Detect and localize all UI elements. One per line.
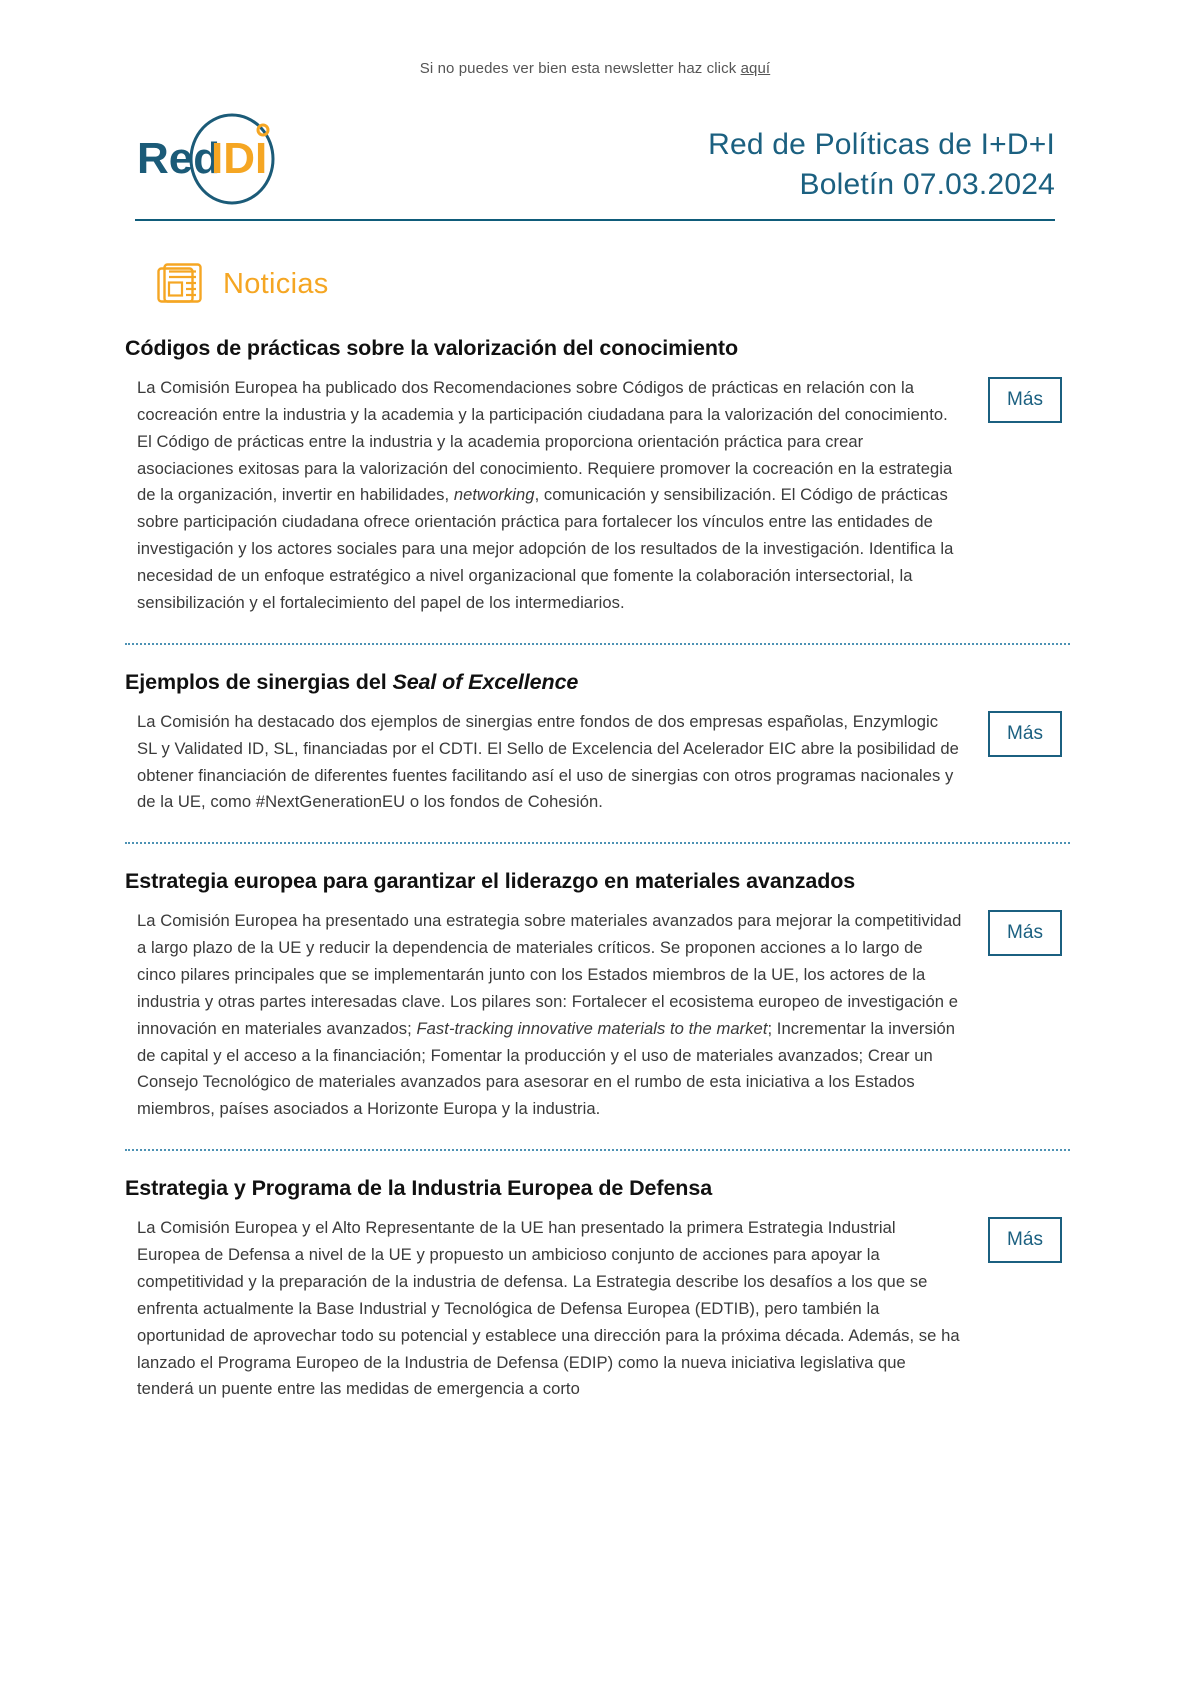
- article-body-post: , comunicación y sensibilización. El Código de prácticas sobre participación ciudadana ofrece orientación práctica para fortalecer los vínculos entre las entidades de investigación y los actores sociales para una mejor adopción de los resultados de la investigación. Identifica la necesidad de un enfoque estratégico a nivel organizacional que fomente la colaboración intersectorial, la sensibilización y el fortalecimiento del papel de los intermediarios.: [137, 485, 954, 612]
- more-button[interactable]: Más: [988, 1217, 1062, 1263]
- article-title: [120, 868, 962, 896]
- header-titles: [305, 113, 1055, 204]
- section-noticias: [135, 221, 1055, 305]
- article-title-text: Estrategia y Programa de la Industria Europea de Defensa: [125, 1176, 713, 1201]
- section-title: Noticias: [223, 267, 329, 300]
- svg-text:Red: Red: [137, 134, 221, 183]
- article-item: [120, 868, 1070, 1123]
- article-body-post: ; Incrementar la inversión de capital y el acceso a la financiación; Fomentar la producción y el uso de materiales avanzados; Crear un Consejo Tecnológico de materiales avanzados para asesorar en el rumbo de esta iniciativa a los Estados miembros, países asociados a Horizonte Europa y la industria.: [137, 1018, 956, 1119]
- article-title: [120, 335, 962, 363]
- preheader-text: Si no puedes ver bien esta newsletter haz click: [419, 60, 741, 77]
- article-body: [120, 709, 962, 817]
- article-body-pre: La Comisión Europea ha presentado una estrategia sobre materiales avanzados para mejorar la competitividad a largo plazo de la UE y reducir la dependencia de materiales críticos. Se proponen acciones a lo largo de cinco pilares principales que se implementarán junto con los Estados miembros de la UE, los actores de la industria y otras partes interesadas clave. Los pilares son: Fortalecer el ecosistema europeo de investigación e innovación en materiales avanzados;: [137, 911, 962, 1038]
- more-button[interactable]: Más: [988, 377, 1062, 423]
- article-title-text: Estrategia europea para garantizar el liderazgo en materiales avanzados: [125, 869, 856, 894]
- articles-list: [120, 305, 1070, 1403]
- bulletin-date: Boletín 07.03.2024: [799, 167, 1055, 201]
- article-body-italic: Fast-tracking innovative materials to the market: [416, 1018, 768, 1038]
- article-title-italic: Seal of Excellence: [392, 669, 579, 694]
- article-body-italic: networking: [453, 485, 535, 505]
- article-body-pre: La Comisión Europea ha publicado dos Recomendaciones sobre Códigos de prácticas en relación con la cocreación entre la industria y la academia y la participación ciudadana para la valorización del conocimiento. El Código de prácticas entre la industria y la academia proporciona orientación práctica para crear asociaciones exitosas para la valorización del conocimiento. Requiere promover la cocreación en la estrategia de la organización, invertir en habilidades,: [137, 377, 953, 505]
- article-title-text: Códigos de prácticas sobre la valorización del conocimiento: [125, 336, 738, 360]
- svg-text:IDI: IDI: [211, 134, 268, 183]
- newsletter-header: [135, 77, 1055, 205]
- article-title-text: Ejemplos de sinergias del: [125, 669, 393, 694]
- article-separator: [125, 1149, 1070, 1151]
- article-item: [120, 669, 1070, 816]
- article-separator: [125, 643, 1070, 645]
- article-body: [120, 375, 962, 617]
- view-online-link[interactable]: aquí: [740, 60, 771, 77]
- article-body-pre: La Comisión ha destacado dos ejemplos de sinergias entre fondos de dos empresas españolas, Enzymlogic SL y Validated ID, SL, financiadas por el CDTI. El Sello de Excelencia del Acelerador EIC abre la posibilidad de obtener financiación de diferentes fuentes facilitando así el uso de sinergias con otros programas nacionales y de la UE, como #NextGenerationEU o los fondos de Cohesión.: [137, 711, 959, 812]
- article-separator: [125, 842, 1070, 844]
- preheader: [0, 0, 1190, 77]
- article-title: [120, 1175, 962, 1203]
- more-button[interactable]: Más: [988, 711, 1062, 757]
- article-item: [120, 319, 1070, 617]
- article-item: [120, 1175, 1070, 1403]
- article-title: [120, 669, 962, 697]
- page-title: Red de Políticas de I+D+I: [708, 128, 1055, 161]
- article-body: [120, 1215, 962, 1403]
- newspaper-icon: [157, 263, 203, 305]
- article-body: [120, 908, 962, 1123]
- article-body-pre: La Comisión Europea y el Alto Representante de la UE han presentado la primera Estrategia Industrial Europea de Defensa a nivel de la UE y propuesto un ambicioso conjunto de acciones para apoyar la competitividad y la preparación de la industria de defensa. La Estrategia describe los desafíos a los que se enfrenta actualmente la Base Industrial y Tecnológica de Defensa Europea (EDTIB), pero también la oportunidad de aprovechar todo su potencial y establece una dirección para la próxima década. Además, se ha lanzado el Programa Europeo de la Industria de Defensa (EDIP) como la nueva iniciativa legislativa que tenderá un puente entre las medidas de emergencia a corto: [137, 1218, 960, 1399]
- redidi-logo: [135, 113, 305, 205]
- more-button[interactable]: Más: [988, 910, 1062, 956]
